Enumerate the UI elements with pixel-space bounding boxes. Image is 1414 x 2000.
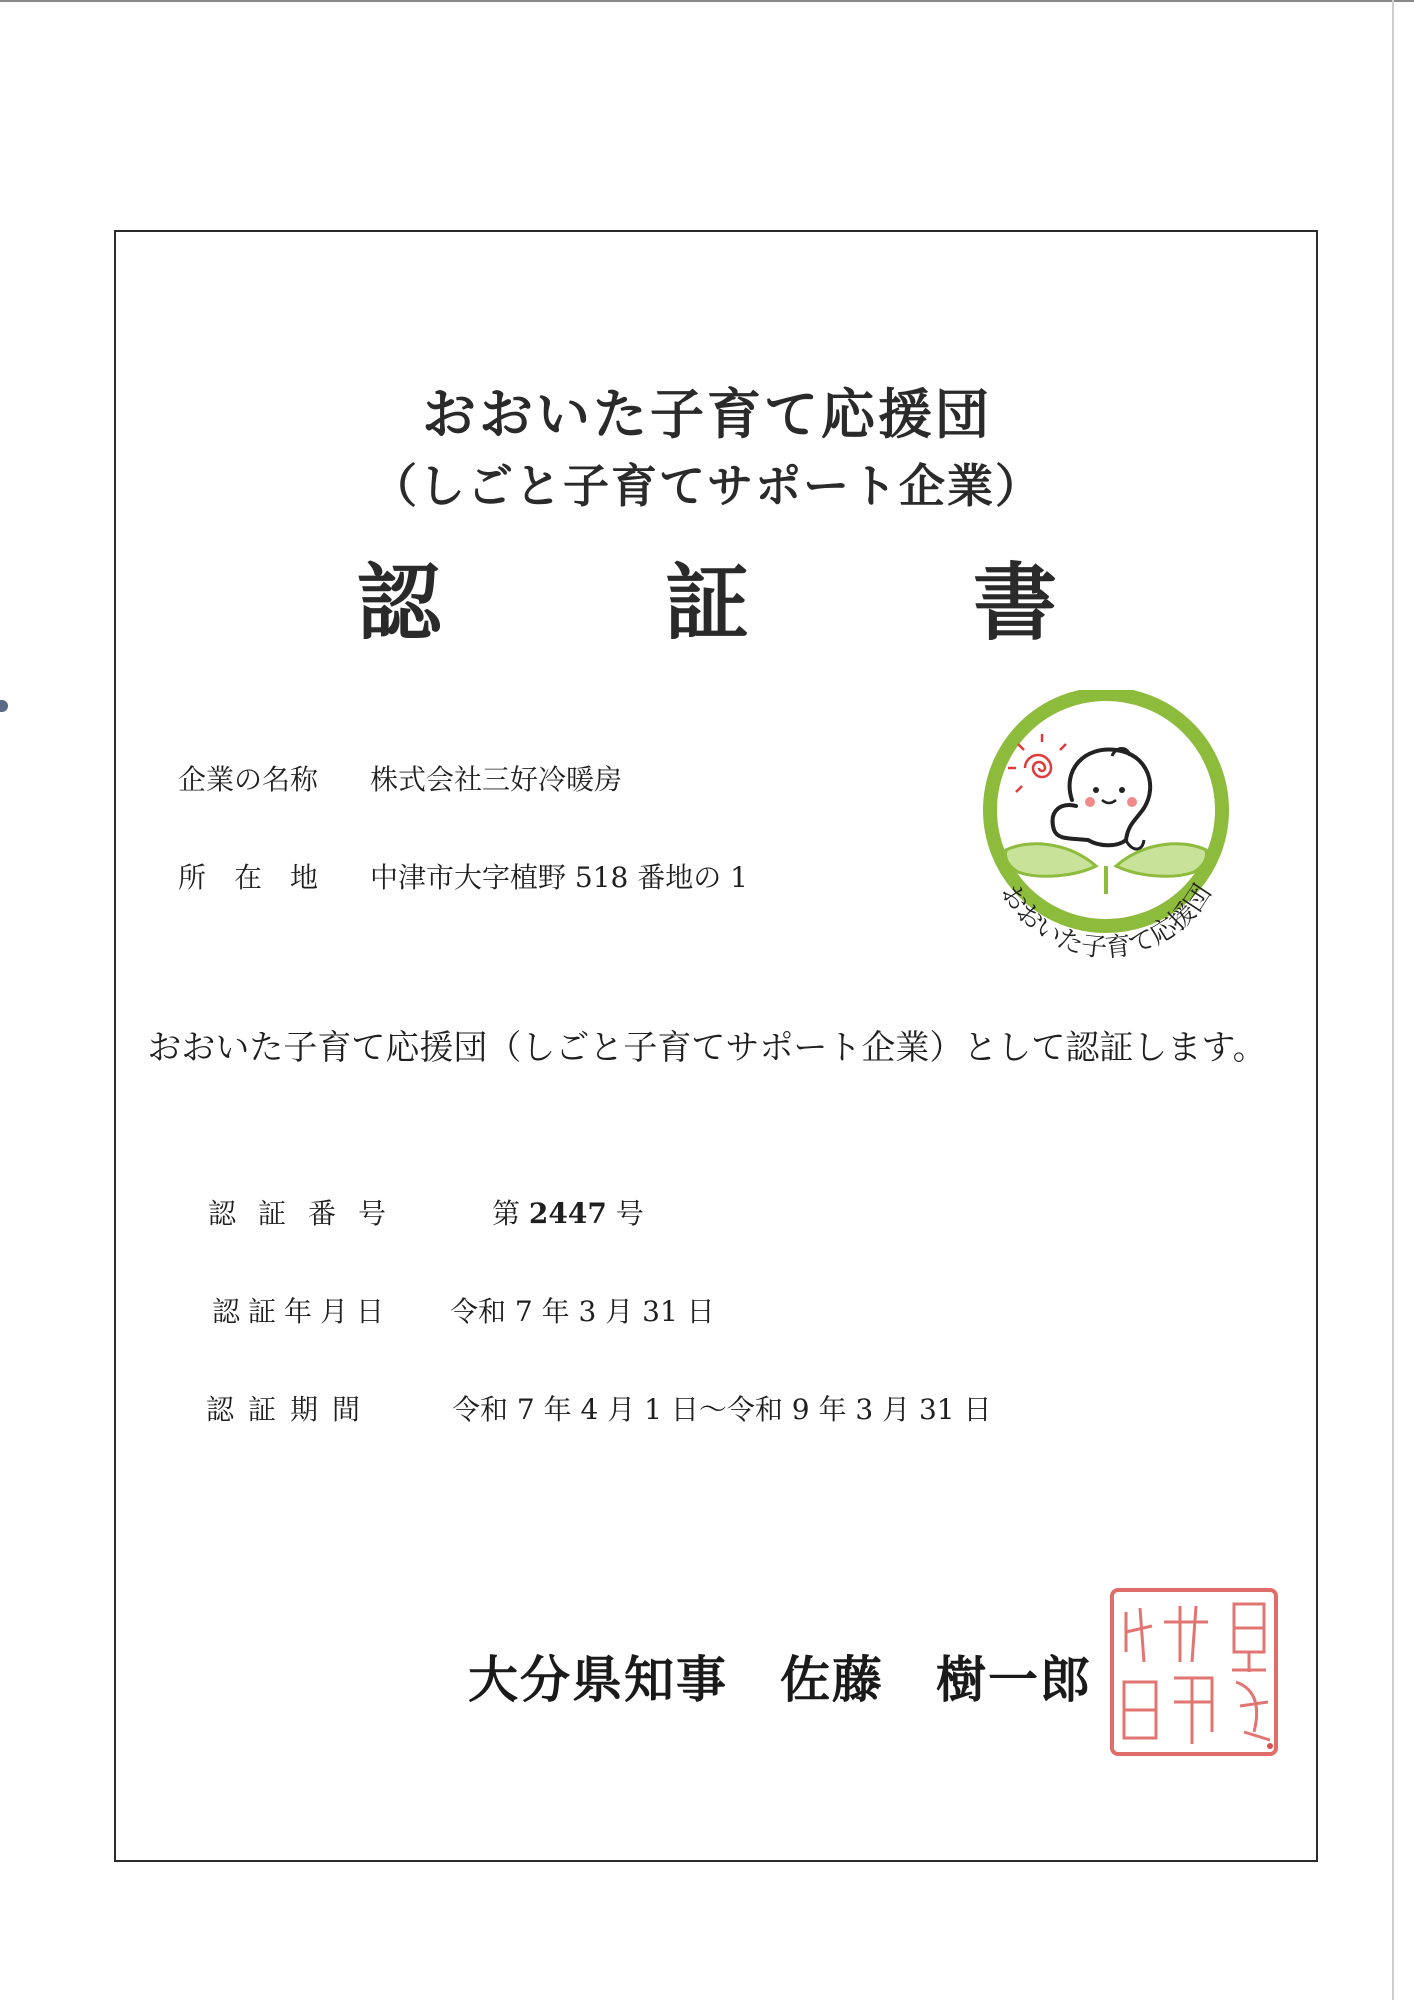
scan-edge-right [1392,0,1394,2000]
company-name-label: 企業の名称 [178,763,319,796]
governor-signature: 大分県知事 佐藤 樹一郎 [468,1650,1092,1709]
hands-icon [1006,844,1207,894]
scan-speck [0,700,8,712]
official-seal [1104,1582,1284,1762]
address-label: 所 在 地 [178,861,319,894]
cert-number-value: 2447 [528,1197,607,1230]
certification-statement: おおいた子育て応援団（しごと子育てサポート企業）として認証します。 [147,1028,1267,1068]
cert-date-label: 認証年月日 [212,1295,393,1328]
address-value: 中津市大字植野 518 番地の 1 [370,861,748,894]
logo-text: おおいた子育て応援団 [994,879,1218,964]
cert-period-value: 令和 7 年 4 月 1 日～令和 9 年 3 月 31 日 [452,1393,992,1426]
cert-number-suffix: 号 [615,1197,644,1230]
cert-number-label: 認証番号 [208,1197,409,1230]
scan-edge-top [0,0,1414,2]
cert-number-prefix: 第 [492,1197,521,1230]
company-name-value: 株式会社三好冷暖房 [370,763,623,796]
cert-number [492,1192,644,1232]
certificate-subtitle: （しごと子育てサポート企業） [371,459,1043,513]
baby-mascot-icon [1053,749,1151,850]
certificate-title: おおいた子育て応援団 [422,382,992,446]
certificate-heading: 認 証 書 [356,553,1127,652]
cert-period-label: 認証期間 [206,1393,375,1426]
cert-date-value: 令和 7 年 3 月 31 日 [450,1295,715,1328]
oita-kosodate-logo [966,690,1246,990]
